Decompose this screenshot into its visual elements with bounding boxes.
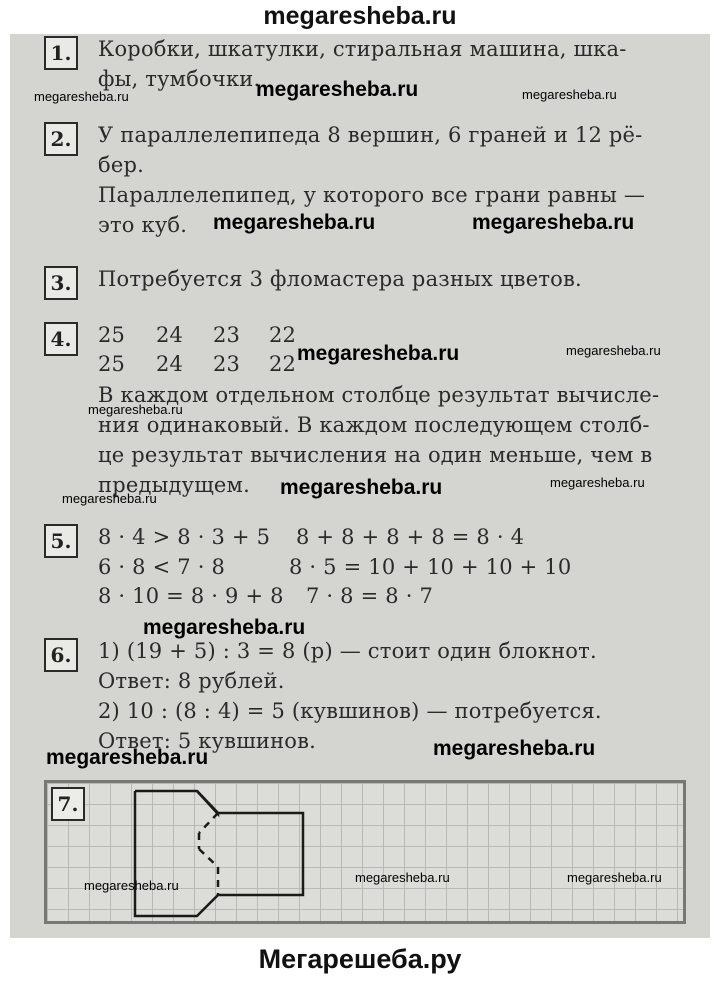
task-6-line-3: 2) 10 : (8 : 4) = 5 (кувшинов) — потребуется. (98, 699, 602, 723)
task-5-right-1: 8 + 8 + 8 + 8 = 8 · 4 (296, 525, 525, 549)
task-number-6: 6. (44, 638, 78, 672)
task-6-line-4: Ответ: 5 кувшинов. (98, 729, 317, 753)
task-6-line-2: Ответ: 8 рублей. (98, 669, 285, 693)
task-2-line-2: бер. (98, 153, 144, 177)
task-4-row-2-col-3: 23 (213, 352, 241, 376)
task-6-line-1: 1) (19 + 5) : 3 = 8 (р) — стоит один блокнот. (98, 639, 597, 663)
watermark: megaresheba.ru (472, 211, 635, 234)
task-1-line-2: фы, тумбочки. (98, 67, 261, 91)
task-2-line-3: Параллелепипед, у которого все грани равны — (98, 183, 646, 207)
task-number-1: 1. (44, 36, 78, 70)
task-4-line-4: предыдущем. (98, 473, 250, 497)
task-4-row-1-col-4: 22 (269, 323, 297, 347)
task-5-left-1: 8 · 4 > 8 · 3 + 5 (98, 525, 271, 549)
watermark: megaresheba.ru (256, 78, 419, 101)
site-footer[interactable]: Мегарешеба.ру (0, 938, 720, 981)
task-4-row-2-col-4: 22 (269, 352, 297, 376)
watermark: megaresheba.ru (34, 89, 129, 104)
task-4-row-2-col-1: 25 (98, 352, 126, 376)
watermark: megaresheba.ru (143, 616, 306, 639)
watermark: megaresheba.ru (567, 870, 662, 885)
task-4-row-1-col-3: 23 (213, 323, 241, 347)
watermark: megaresheba.ru (62, 491, 157, 506)
task-number-2: 2. (44, 122, 78, 156)
watermark: megaresheba.ru (88, 402, 183, 417)
task-5-left-2: 6 · 8 < 7 · 8 (98, 555, 226, 579)
task-5-left-3: 8 · 10 = 8 · 9 + 8 (98, 584, 284, 608)
box-net-drawing (47, 783, 683, 921)
task-4-row-1-col-1: 25 (98, 323, 126, 347)
watermark: megaresheba.ru (84, 878, 179, 893)
watermark: megaresheba.ru (566, 343, 661, 358)
task-number-3: 3. (44, 266, 78, 300)
task-5-right-3: 7 · 8 = 8 · 7 (306, 584, 434, 608)
site-header[interactable]: megaresheba.ru (0, 0, 720, 34)
task-3-line-1: Потребуется 3 фломастера разных цветов. (98, 267, 582, 291)
task-2-line-1: У параллелепипеда 8 вершин, 6 граней и 12 рё- (98, 123, 643, 147)
watermark: megaresheba.ru (213, 211, 376, 234)
watermark: megaresheba.ru (46, 746, 209, 769)
watermark: megaresheba.ru (297, 342, 460, 365)
watermark: megaresheba.ru (550, 475, 645, 490)
watermark: megaresheba.ru (433, 737, 596, 760)
task-4-line-3: це результат вычисления на один меньше, чем в (98, 443, 653, 467)
task-number-7: 7. (51, 787, 85, 821)
task-4-line-2: ния одинаковый. В каждом последующем столб- (98, 413, 650, 437)
task-7-grid (44, 780, 686, 924)
task-4-row-2-col-2: 24 (156, 352, 184, 376)
watermark: megaresheba.ru (280, 476, 443, 499)
task-number-5: 5. (44, 524, 78, 558)
watermark: megaresheba.ru (522, 87, 617, 102)
task-5-right-2: 8 · 5 = 10 + 10 + 10 + 10 (289, 555, 572, 579)
task-1-line-1: Коробки, шкатулки, стиральная машина, шка- (98, 37, 627, 61)
task-2-line-4: это куб. (98, 213, 188, 237)
task-number-4: 4. (44, 322, 78, 356)
task-4-line-1: В каждом отдельном столбце результат вычисле- (98, 383, 660, 407)
task-4-row-1-col-2: 24 (156, 323, 184, 347)
watermark: megaresheba.ru (355, 870, 450, 885)
